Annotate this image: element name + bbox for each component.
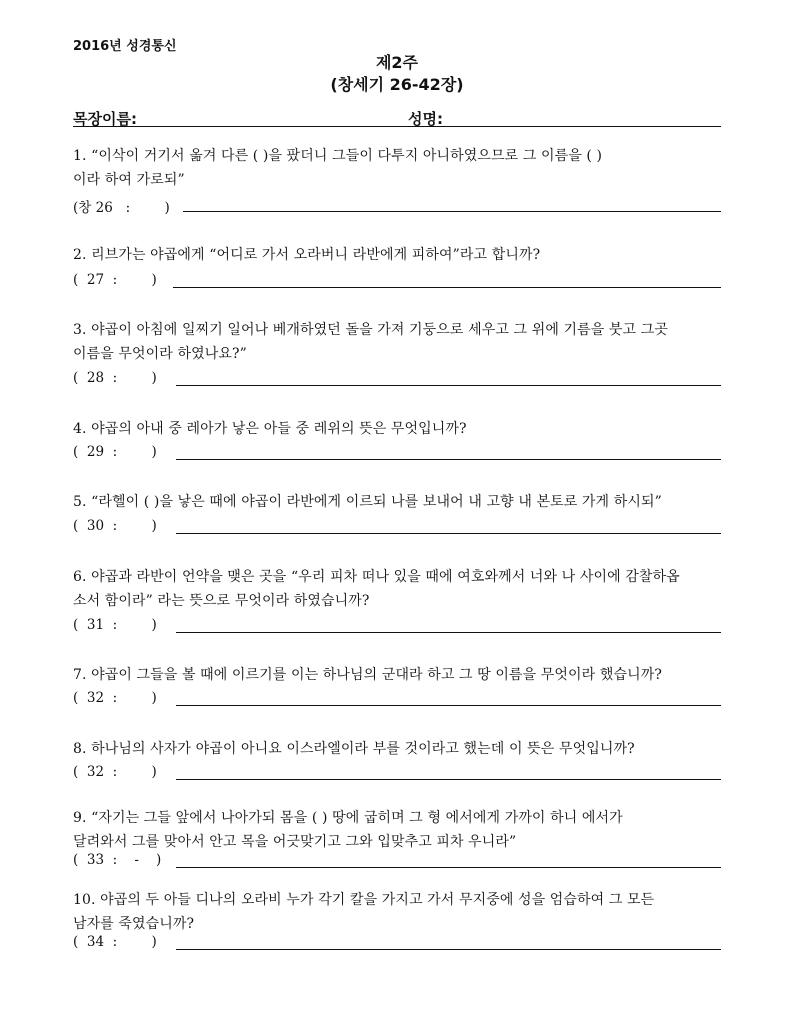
question-4-answer-line[interactable] (176, 459, 721, 460)
question-10-line-2: 남자를 죽였습니까? (73, 916, 195, 932)
question-4-reference: ( 29 : ) (73, 444, 157, 460)
question-3-answer-line[interactable] (176, 385, 721, 386)
question-7-reference: ( 32 : ) (73, 690, 157, 706)
question-10-reference: ( 34 : ) (73, 934, 157, 950)
question-4-line-1: 4. 야곱의 아내 중 레아가 낳은 아들 중 레위의 뜻은 무엇입니까? (73, 421, 467, 437)
question-3-reference: ( 28 : ) (73, 370, 157, 386)
question-9-reference: ( 33 : - ) (73, 852, 162, 868)
question-6-answer-line[interactable] (176, 632, 721, 633)
question-4 (73, 417, 723, 441)
question-1-line-1: 1. “이삭이 거기서 옮겨 다른 ( )을 팠더니 그들이 다투지 아니하였으므로 그 이름을 ( ) (73, 148, 603, 164)
question-6-line-2: 소서 함이라” 라는 뜻으로 무엇이라 하였습니까? (73, 593, 370, 609)
question-6 (73, 565, 723, 613)
question-8 (73, 737, 723, 761)
question-8-line-1: 8. 하나님의 사자가 야곱이 아니요 이스라엘이라 부를 것이라고 했는데 이 뜻은 무엇입니까? (73, 741, 635, 757)
question-2-answer-line[interactable] (173, 287, 721, 288)
question-3 (73, 318, 723, 366)
week-title: 제2주 (375, 53, 419, 72)
question-5 (73, 490, 723, 514)
question-10 (73, 888, 723, 936)
question-9-line-1: 9. “자기는 그들 앞에서 나아가되 몸을 ( ) 땅에 굽히며 그 형 에서에게 가까이 하니 에서가 (73, 810, 623, 826)
question-3-line-2: 이름을 무엇이라 하였나요?” (73, 346, 247, 362)
parish-name-label: 목장이름: (73, 110, 137, 128)
person-name-label: 성명: (408, 110, 443, 128)
name-fields-row (73, 108, 721, 127)
question-2-reference: ( 27 : ) (73, 272, 157, 288)
question-9-answer-line[interactable] (176, 867, 721, 868)
question-3-line-1: 3. 야곱이 아침에 일찌기 일어나 베개하였던 돌을 가져 기둥으로 세우고 그 위에 기름을 붓고 그곳 (73, 322, 668, 338)
question-9-line-2: 달려와서 그를 맞아서 안고 목을 어긋맞기고 그와 입맞추고 피차 우니라” (73, 834, 517, 850)
question-5-reference: ( 30 : ) (73, 518, 157, 534)
question-7-line-1: 7. 야곱이 그들을 볼 때에 이르기를 이는 하나님의 군대라 하고 그 땅 이름을 무엇이라 했습니까? (73, 667, 662, 683)
question-6-reference: ( 31 : ) (73, 617, 157, 633)
question-8-answer-line[interactable] (176, 779, 721, 780)
question-1-reference: (창 26 : ) (73, 200, 170, 216)
question-5-line-1: 5. “라헬이 ( )을 낳은 때에 야곱이 라반에게 이르되 나를 보내어 내 고향 내 본토로 가게 하시되” (73, 494, 662, 510)
question-10-answer-line[interactable] (176, 949, 721, 950)
question-7-answer-line[interactable] (176, 705, 721, 706)
question-2 (73, 243, 723, 267)
question-2-line-1: 2. 리브가는 야곱에게 “어디로 가서 오라버니 라반에게 피하여”라고 합니까? (73, 247, 541, 263)
question-7 (73, 663, 723, 687)
question-6-line-1: 6. 야곱과 라반이 언약을 맺은 곳을 “우리 피차 떠나 있을 때에 여호와께서 너와 나 사이에 감찰하옵 (73, 569, 680, 585)
question-10-line-1: 10. 야곱의 두 아들 디나의 오라비 누가 각기 칼을 가지고 가서 무지중에 성을 엄습하여 그 모든 (73, 892, 655, 908)
chapter-range: (창세기 26-42장) (330, 75, 464, 94)
question-9 (73, 806, 723, 854)
question-8-reference: ( 32 : ) (73, 764, 157, 780)
question-1-line-2: 이라 하여 가로되” (73, 172, 185, 188)
worksheet-year-label: 2016년 성경통신 (73, 39, 177, 54)
question-1-answer-line[interactable] (183, 211, 721, 212)
question-1 (73, 144, 723, 192)
question-5-answer-line[interactable] (176, 533, 721, 534)
